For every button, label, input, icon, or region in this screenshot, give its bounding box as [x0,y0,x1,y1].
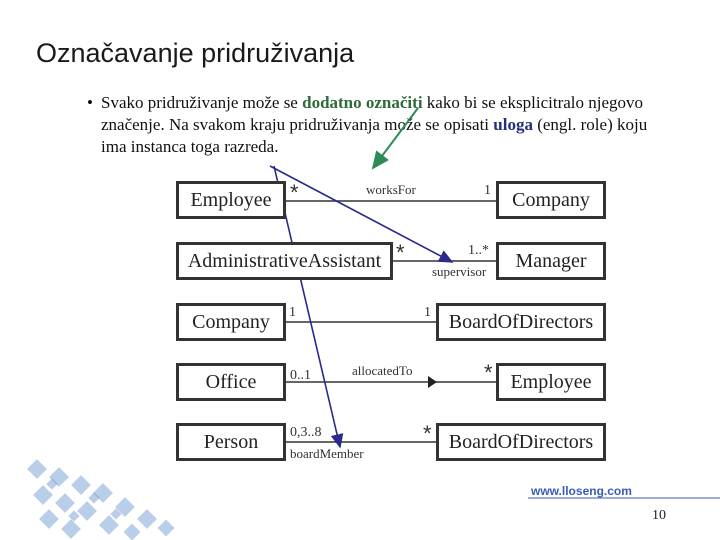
multiplicity-left: 1 [289,305,296,320]
class-board-of-directors: BoardOfDirectors [436,423,606,461]
multiplicity-right: 1..* [468,243,489,258]
multiplicity-left: 0,3..8 [290,425,322,440]
role-label: boardMember [290,446,364,461]
bullet-text-2: kako bi se eksplicitralo njegovo značenje. Na svakom kraju pridruživanja može se opisati [101,93,644,134]
role-label: supervisor [432,264,487,279]
association-label: allocatedTo [352,363,413,378]
page-number: 10 [652,508,666,523]
class-employee: Employee [176,181,286,219]
bullet-highlight-2: uloga [493,115,533,134]
class-employee: Employee [496,363,606,401]
class-office: Office [176,363,286,401]
multiplicity-right: * [484,360,493,385]
multiplicity-right: 1 [484,183,491,198]
class-board-of-directors: BoardOfDirectors [436,303,606,341]
green-annotation-arrow [373,108,418,168]
association-label: worksFor [366,182,416,197]
bullet-highlight-1: dodatno označiti [302,93,423,112]
multiplicity-left: 0..1 [290,368,311,383]
page-title: Označavanje pridruživanja [36,38,355,68]
bullet-text-3: (engl. role) koju ima instanca toga razreda. [101,115,648,156]
multiplicity-left: * [396,240,405,265]
direction-arrow-icon [428,376,437,388]
multiplicity-right: * [423,421,432,446]
class-company: Company [496,181,606,219]
multiplicity-right: 1 [424,305,431,320]
class-administrative-assistant: AdministrativeAssistant [176,242,393,280]
class-manager: Manager [496,242,606,280]
class-person: Person [176,423,286,461]
footer-url: www.lloseng.com [531,484,632,498]
class-company: Company [176,303,286,341]
bullet-text-1: Svako pridruživanje može se [101,93,303,112]
bullet-icon: • [87,93,93,112]
multiplicity-left: * [290,180,299,205]
